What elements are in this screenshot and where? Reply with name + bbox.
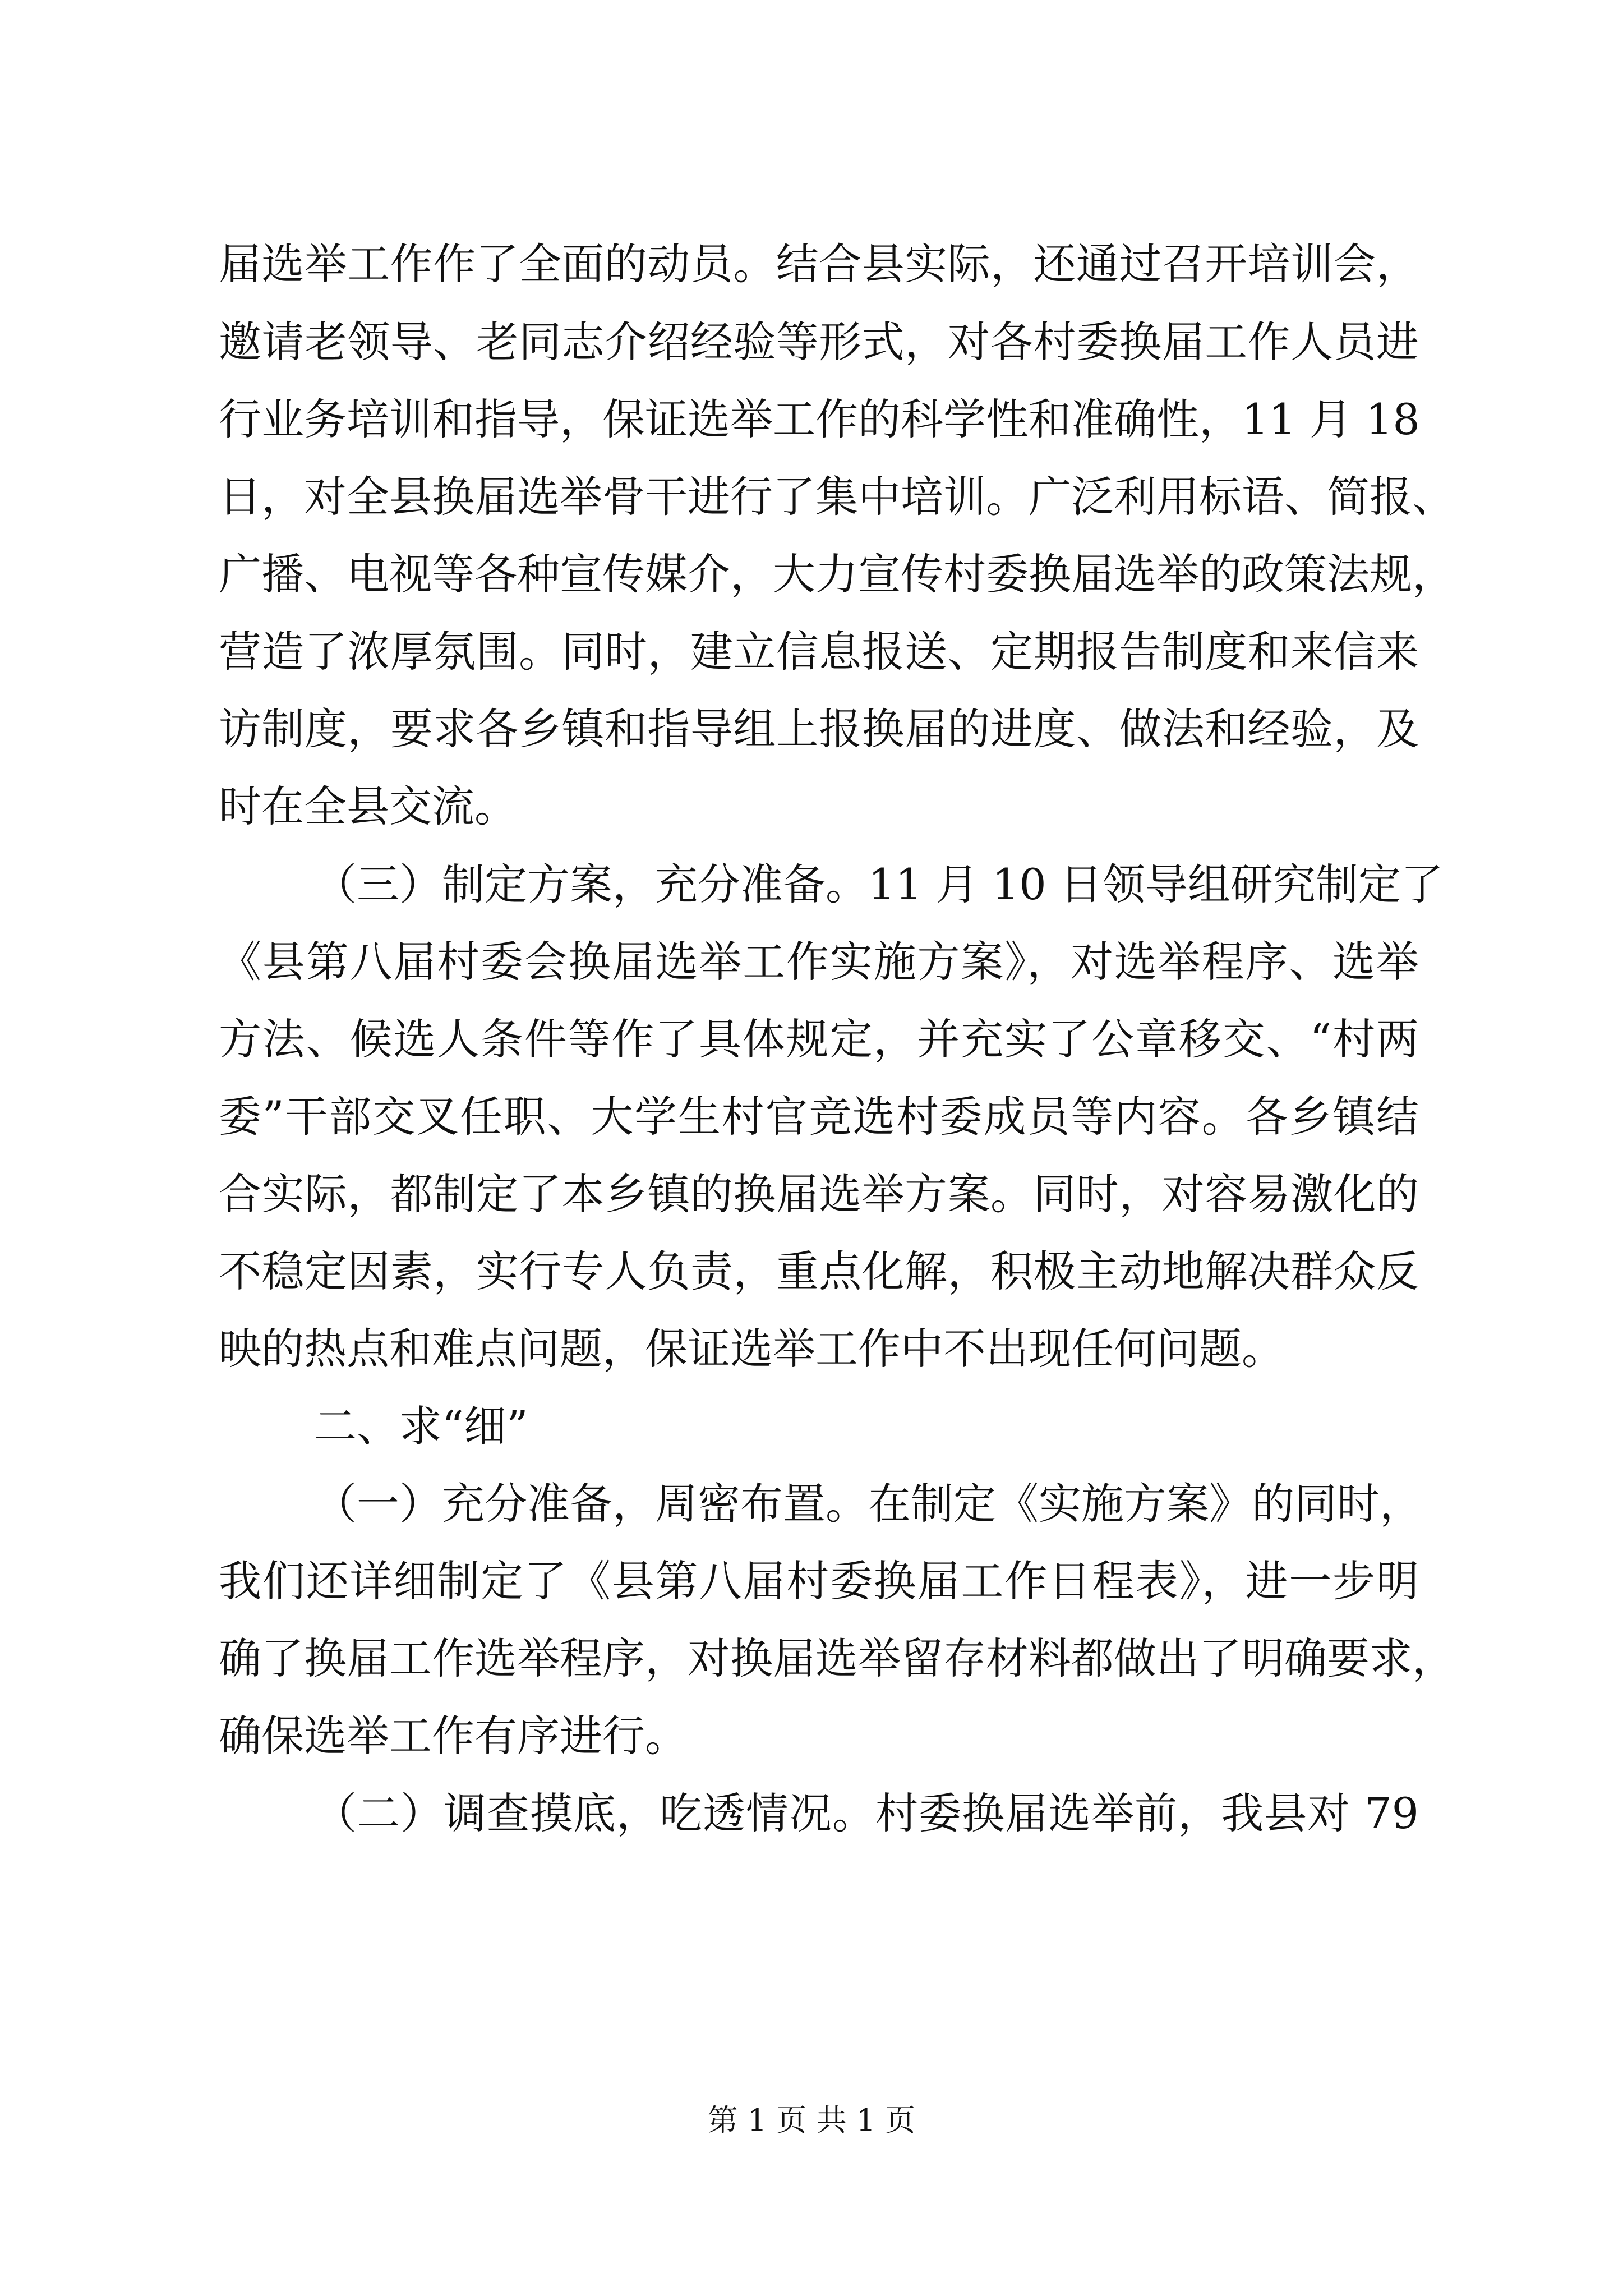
body-line-10: 《县第八届村委会换届选举工作实施方案》，对选举程序、选举	[219, 937, 1419, 987]
subsection-1-heading-line: （一）充分准备，周密布置。在制定《实施方案》的同时，	[314, 1479, 1422, 1529]
body-line-8: 时在全县交流。	[219, 781, 517, 831]
body-line-19: 确了换届工作选举程序，对换届选举留存材料都做出了明确要求，	[219, 1634, 1455, 1683]
body-line-18: 我们还详细制定了《县第八届村委换届工作日程表》，进一步明	[219, 1556, 1419, 1606]
body-line-1: 届选举工作作了全面的动员。结合县实际，还通过召开培训会，	[219, 239, 1419, 289]
body-line-2: 邀请老领导、老同志介绍经验等形式，对各村委换届工作人员进	[219, 317, 1419, 367]
section-heading-2: 二、求“细”	[314, 1401, 528, 1451]
subsection-2-heading-line: （二）调查摸底，吃透情况。村委换届选举前，我县对 79	[314, 1788, 1419, 1838]
body-line-5: 广播、电视等各种宣传媒介，大力宣传村委换届选举的政策法规，	[219, 549, 1455, 599]
body-line-12: 委”干部交叉任职、大学生村官竞选村委成员等内容。各乡镇结	[219, 1092, 1419, 1142]
section-3-heading-line: （三）制定方案，充分准备。11 月 10 日领导组研究制定了	[314, 859, 1444, 909]
body-line-11: 方法、候选人条件等作了具体规定，并充实了公章移交、“村两	[219, 1014, 1419, 1064]
body-line-3: 行业务培训和指导，保证选举工作的科学性和准确性，11 月 18	[219, 394, 1420, 444]
body-line-6: 营造了浓厚氛围。同时，建立信息报送、定期报告制度和来信来	[219, 627, 1419, 677]
body-line-13: 合实际，都制定了本乡镇的换届选举方案。同时，对容易激化的	[219, 1169, 1419, 1219]
body-line-7: 访制度，要求各乡镇和指导组上报换届的进度、做法和经验，及	[219, 704, 1419, 754]
body-line-15: 映的热点和难点问题，保证选举工作中不出现任何问题。	[219, 1324, 1284, 1374]
body-line-4: 日，对全县换届选举骨干进行了集中培训。广泛利用标语、简报、	[219, 472, 1455, 522]
body-line-14: 不稳定因素，实行专人负责，重点化解，积极主动地解决群众反	[219, 1246, 1419, 1296]
body-line-20: 确保选举工作有序进行。	[219, 1711, 688, 1761]
page-footer: 第 1 页 共 1 页	[707, 2102, 916, 2138]
